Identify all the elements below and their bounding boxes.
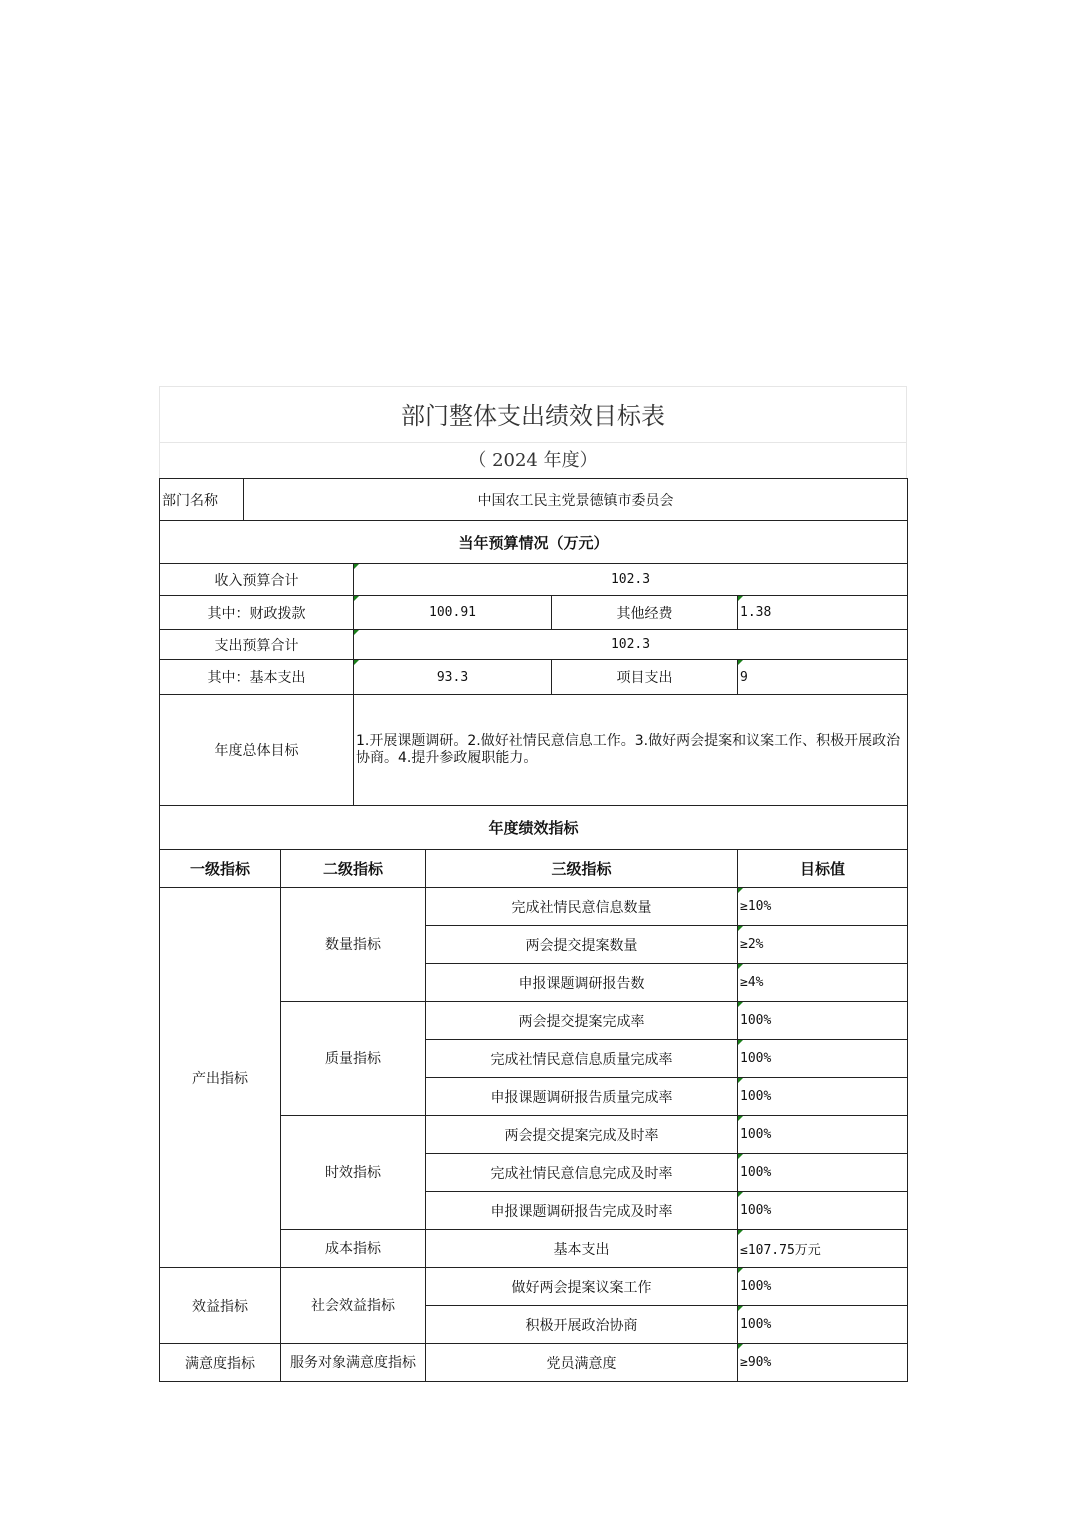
- level3-indicator: 基本支出: [426, 1230, 738, 1268]
- fiscal-label: 其中：财政拨款: [160, 596, 354, 630]
- basic-expense-row: [160, 660, 908, 695]
- level2-indicator: 服务对象满意度指标: [281, 1344, 426, 1382]
- document-header: [159, 386, 907, 478]
- target-value: 100%: [738, 1116, 908, 1154]
- annual-goal-row: [160, 695, 908, 806]
- document-title: 部门整体支出绩效目标表: [160, 387, 906, 443]
- target-value: ≥10%: [738, 888, 908, 926]
- level1-indicator: 产出指标: [160, 888, 281, 1268]
- target-value: 100%: [738, 1268, 908, 1306]
- level3-indicator: 完成社情民意信息数量: [426, 888, 738, 926]
- document-year: （ 2024 年度）: [468, 450, 598, 471]
- budget-header: 当年预算情况（万元）: [160, 521, 908, 564]
- target-value: ≥90%: [738, 1344, 908, 1382]
- target-value: 100%: [738, 1078, 908, 1116]
- level2-indicator: 时效指标: [281, 1116, 426, 1230]
- level3-indicator: 申报课题调研报告数: [426, 964, 738, 1002]
- basic-expense-value: 93.3: [354, 660, 552, 695]
- col-level3: 三级指标: [426, 850, 738, 888]
- level3-indicator: 两会提交提案完成及时率: [426, 1116, 738, 1154]
- target-value: 100%: [738, 1192, 908, 1230]
- indicators-column-headers: [160, 850, 908, 888]
- fiscal-row: [160, 596, 908, 630]
- project-expense-value: 9: [738, 660, 908, 695]
- col-target: 目标值: [738, 850, 908, 888]
- income-total-row: [160, 564, 908, 596]
- target-value: 100%: [738, 1154, 908, 1192]
- annual-goal-value: 1.开展课题调研。2.做好社情民意信息工作。3.做好两会提案和议案工作、积极开展政治协商。4.提升参政履职能力。: [354, 695, 908, 806]
- expense-total-row: [160, 630, 908, 660]
- col-level1: 一级指标: [160, 850, 281, 888]
- table-row: [160, 888, 908, 926]
- col-level2: 二级指标: [281, 850, 426, 888]
- other-funds-value: 1.38: [738, 596, 908, 630]
- level3-indicator: 积极开展政治协商: [426, 1306, 738, 1344]
- target-value: 100%: [738, 1002, 908, 1040]
- level2-indicator: 成本指标: [281, 1230, 426, 1268]
- expense-total-label: 支出预算合计: [160, 630, 354, 660]
- level1-indicator: 效益指标: [160, 1268, 281, 1344]
- level3-indicator: 完成社情民意信息完成及时率: [426, 1154, 738, 1192]
- level3-indicator: 党员满意度: [426, 1344, 738, 1382]
- fiscal-value: 100.91: [354, 596, 552, 630]
- target-table: [159, 478, 908, 1382]
- annual-goal-label: 年度总体目标: [160, 695, 354, 806]
- level3-indicator: 做好两会提案议案工作: [426, 1268, 738, 1306]
- project-expense-label: 项目支出: [552, 660, 738, 695]
- level3-indicator: 完成社情民意信息质量完成率: [426, 1040, 738, 1078]
- indicators-header: 年度绩效指标: [160, 806, 908, 850]
- income-total-label: 收入预算合计: [160, 564, 354, 596]
- target-value: 100%: [738, 1306, 908, 1344]
- level3-indicator: 申报课题调研报告完成及时率: [426, 1192, 738, 1230]
- level3-indicator: 两会提交提案数量: [426, 926, 738, 964]
- level1-indicator: 满意度指标: [160, 1344, 281, 1382]
- level2-indicator: 数量指标: [281, 888, 426, 1002]
- income-total-value: 102.3: [354, 564, 908, 596]
- target-value: 100%: [738, 1040, 908, 1078]
- target-value: ≤107.75万元: [738, 1230, 908, 1268]
- dept-value: 中国农工民主党景德镇市委员会: [244, 479, 908, 521]
- basic-expense-label: 其中：基本支出: [160, 660, 354, 695]
- table-row: [160, 1268, 908, 1306]
- table-row: [160, 1344, 908, 1382]
- level3-indicator: 两会提交提案完成率: [426, 1002, 738, 1040]
- dept-label: 部门名称: [160, 479, 244, 521]
- target-value: ≥4%: [738, 964, 908, 1002]
- level2-indicator: 质量指标: [281, 1002, 426, 1116]
- other-funds-label: 其他经费: [552, 596, 738, 630]
- target-value: ≥2%: [738, 926, 908, 964]
- performance-target-document: [159, 386, 907, 1382]
- level3-indicator: 申报课题调研报告质量完成率: [426, 1078, 738, 1116]
- dept-row: [160, 479, 908, 521]
- level2-indicator: 社会效益指标: [281, 1268, 426, 1344]
- expense-total-value: 102.3: [354, 630, 908, 660]
- indicator-rows: [160, 888, 908, 1382]
